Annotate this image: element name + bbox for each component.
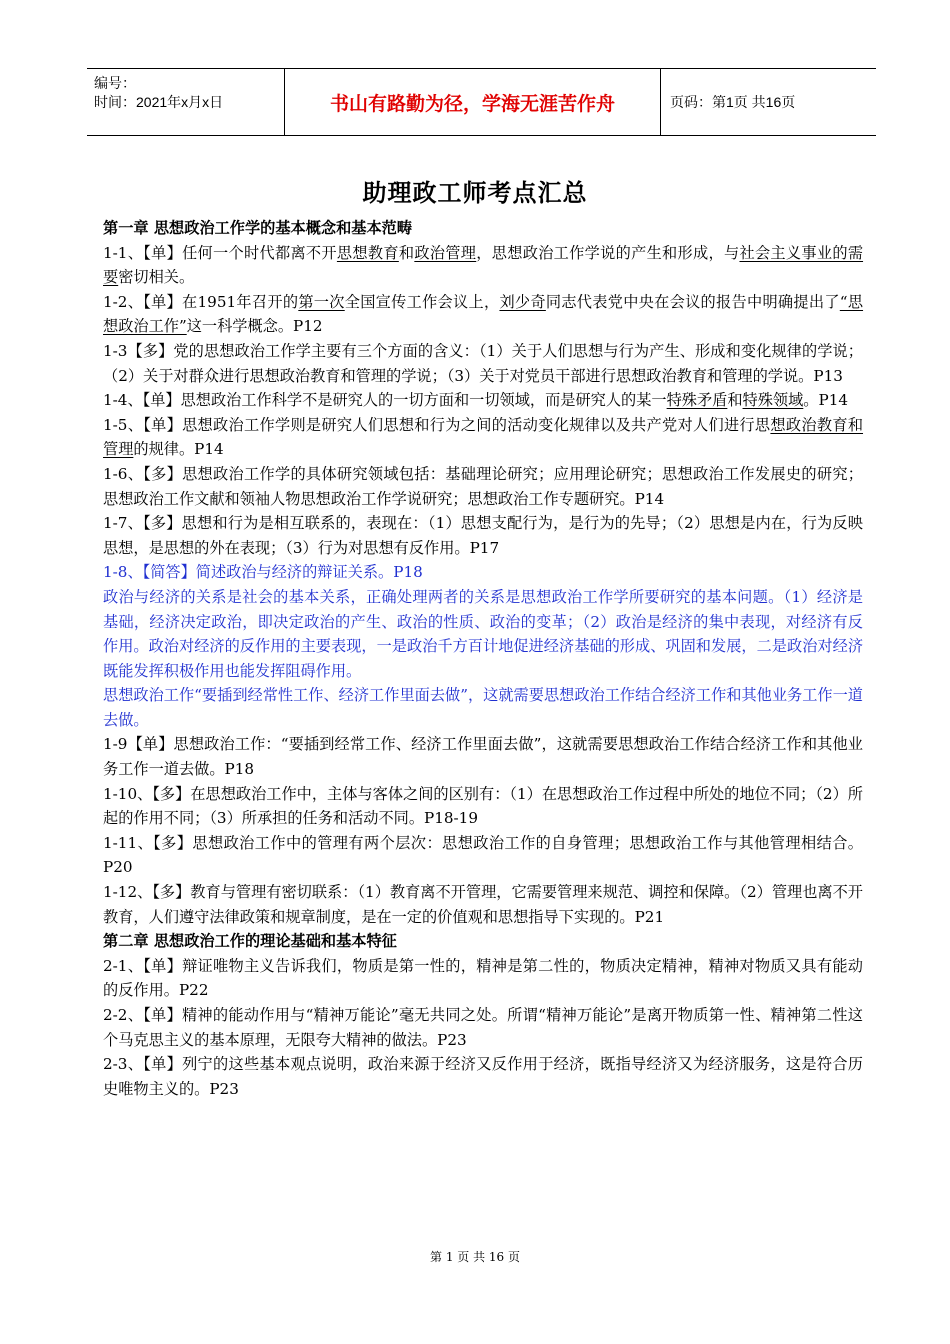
item-1-8-note: 思想政治工作“要插到经常性工作、经济工作里面去做”，这就需要思想政治工作结合经济工作和其他业务工作一道去做。 xyxy=(103,686,863,729)
chapter-heading: 第二章 思想政治工作的理论基础和基本特征 xyxy=(103,932,397,951)
document-title: 助理政工师考点汇总 xyxy=(362,179,588,207)
text-span: 同志代表党中央在会议的报告中明确提出了 xyxy=(545,292,840,311)
text-span: 1-5、【单】思想政治工作学则是研究人们思想和行为之间的活动变化规律以及共产党对人们进行思 xyxy=(103,415,771,434)
text-span: 这一科学概念。P12 xyxy=(186,317,323,336)
underlined-term: 特殊领域 xyxy=(742,391,804,410)
header-motto: 书山有路勤为径，学海无涯苦作舟 xyxy=(285,69,661,135)
text-span: 和 xyxy=(727,391,743,410)
underlined-term: 社会主义事业的需要 xyxy=(103,243,864,287)
text-span: 。P14 xyxy=(803,391,849,410)
text-span: 1-4、【单】思想政治工作科学不是研究人的一切方面和一切领域，而是研究人的某一 xyxy=(103,391,667,410)
chapter-heading: 第一章 思想政治工作学的基本概念和基本范畴 xyxy=(103,219,413,237)
page-footer: 第 1 页 共 16 页 xyxy=(430,1250,520,1264)
item-1-8-answer: 政治与经济的关系是社会的基本关系，正确处理两者的关系是思想政治工作学所要研究的基本问题。（1）经济是基础，经济决定政治，即决定政治的产生、政治的性质、政治的变革；（2）政治是经济的集中表现，对经济有反作用。政治对经济的反作用的主要表现，一是政治千方百计地促进经济基础的形成、巩固和发展，二是政治对经济既能发挥积极作用也能发挥阻碍作用。 xyxy=(103,587,863,680)
item-1-2 xyxy=(103,290,863,339)
underlined-term: 特殊矛盾 xyxy=(666,391,728,410)
header-info-cell xyxy=(87,69,285,135)
item-1-3: 1-3【多】党的思想政治工作学主要有三个方面的含义：（1）关于人们思想与行为产生、形成和变化规律的学说；（2）关于对群众进行思想政治教育和管理的学说；（3）关于对党员干部进行思想政治教育和管理的学说。P13 xyxy=(103,341,863,385)
item-2-3: 2-3、【单】列宁的这些基本观点说明，政治来源于经济又反作用于经济，既指导经济又为经济服务，这是符合历史唯物主义的。P23 xyxy=(103,1055,863,1098)
number-label: 编号： xyxy=(94,75,136,91)
underlined-term: 第一次 xyxy=(298,292,345,311)
item-1-4 xyxy=(103,388,863,413)
item-1-1 xyxy=(103,241,863,290)
item-1-11: 1-11、【多】思想政治工作中的管理有两个层次：思想政治工作的自身管理；思想政治工作与其他管理相结合。P20 xyxy=(103,833,863,877)
item-2-1: 2-1、【单】辩证唯物主义告诉我们，物质是第一性的，精神是第二性的，物质决定精神，精神对物质又具有能动的反作用。P22 xyxy=(103,956,863,1000)
item-1-5 xyxy=(103,413,863,462)
date-label: 时间：2021年x月x日 xyxy=(94,94,224,110)
item-1-12: 1-12、【多】教育与管理有密切联系：（1）教育离不开管理，它需要管理来规范、调控和保障。（2）管理也离不开教育，人们遵守法律政策和规章制度，是在一定的价值观和思想指导下实现的。P21 xyxy=(103,883,863,926)
header-page-label: 页码：第1页 共16页 xyxy=(670,94,796,110)
underlined-term: “思想政治工作” xyxy=(103,292,864,336)
text-span: ，思想政治工作学说的产生和形成，与 xyxy=(476,243,740,262)
item-1-10: 1-10、【多】在思想政治工作中，主体与客体之间的区别有：（1）在思想政治工作过程中所处的地位不同；（2）所起的作用不同；（3）所承担的任务和活动不同。P18-19 xyxy=(103,784,863,828)
item-1-9: 1-9【单】思想政治工作：“要插到经常工作、经济工作里面去做”，这就需要思想政治工作结合经济工作和其他业务工作一道去做。P18 xyxy=(103,735,863,779)
text-span: 1-2、【单】在1951年召开的 xyxy=(103,292,299,311)
item-1-6: 1-6、【多】思想政治工作学的具体研究领域包括：基础理论研究；应用理论研究；思想政治工作发展史的研究；思想政治工作文献和领袖人物思想政治工作学说研究；思想政治工作专题研究。P14 xyxy=(103,464,863,508)
item-1-7: 1-7、【多】思想和行为是相互联系的，表现在：（1）思想支配行为，是行为的先导；（2）思想是内在，行为反映思想，是思想的外在表现；（3）行为对思想有反作用。P17 xyxy=(103,514,863,557)
text-span: 1-1、【单】任何一个时代都离不开 xyxy=(103,243,337,262)
underlined-term: 想政治教育和管理 xyxy=(103,415,864,459)
text-span: 的规律。P14 xyxy=(133,440,224,459)
header-table xyxy=(87,68,876,136)
underlined-term: 思想教育 xyxy=(336,243,399,262)
text-span: 和 xyxy=(398,243,415,262)
text-span: 全国宣传工作会议上， xyxy=(344,292,500,311)
underlined-term: 政治管理 xyxy=(414,243,477,262)
text-span: 密切相关。 xyxy=(118,268,195,287)
item-1-8-question: 1-8、【简答】简述政治与经济的辩证关系。P18 xyxy=(103,563,423,582)
item-2-2: 2-2、【单】精神的能动作用与“精神万能论”毫无共同之处。所谓“精神万能论”是离开物质第一性、精神第二性这个马克思主义的基本原理，无限夸大精神的做法。P23 xyxy=(103,1006,863,1049)
underlined-term: 刘少奇 xyxy=(499,292,546,311)
document-body xyxy=(103,216,863,1101)
